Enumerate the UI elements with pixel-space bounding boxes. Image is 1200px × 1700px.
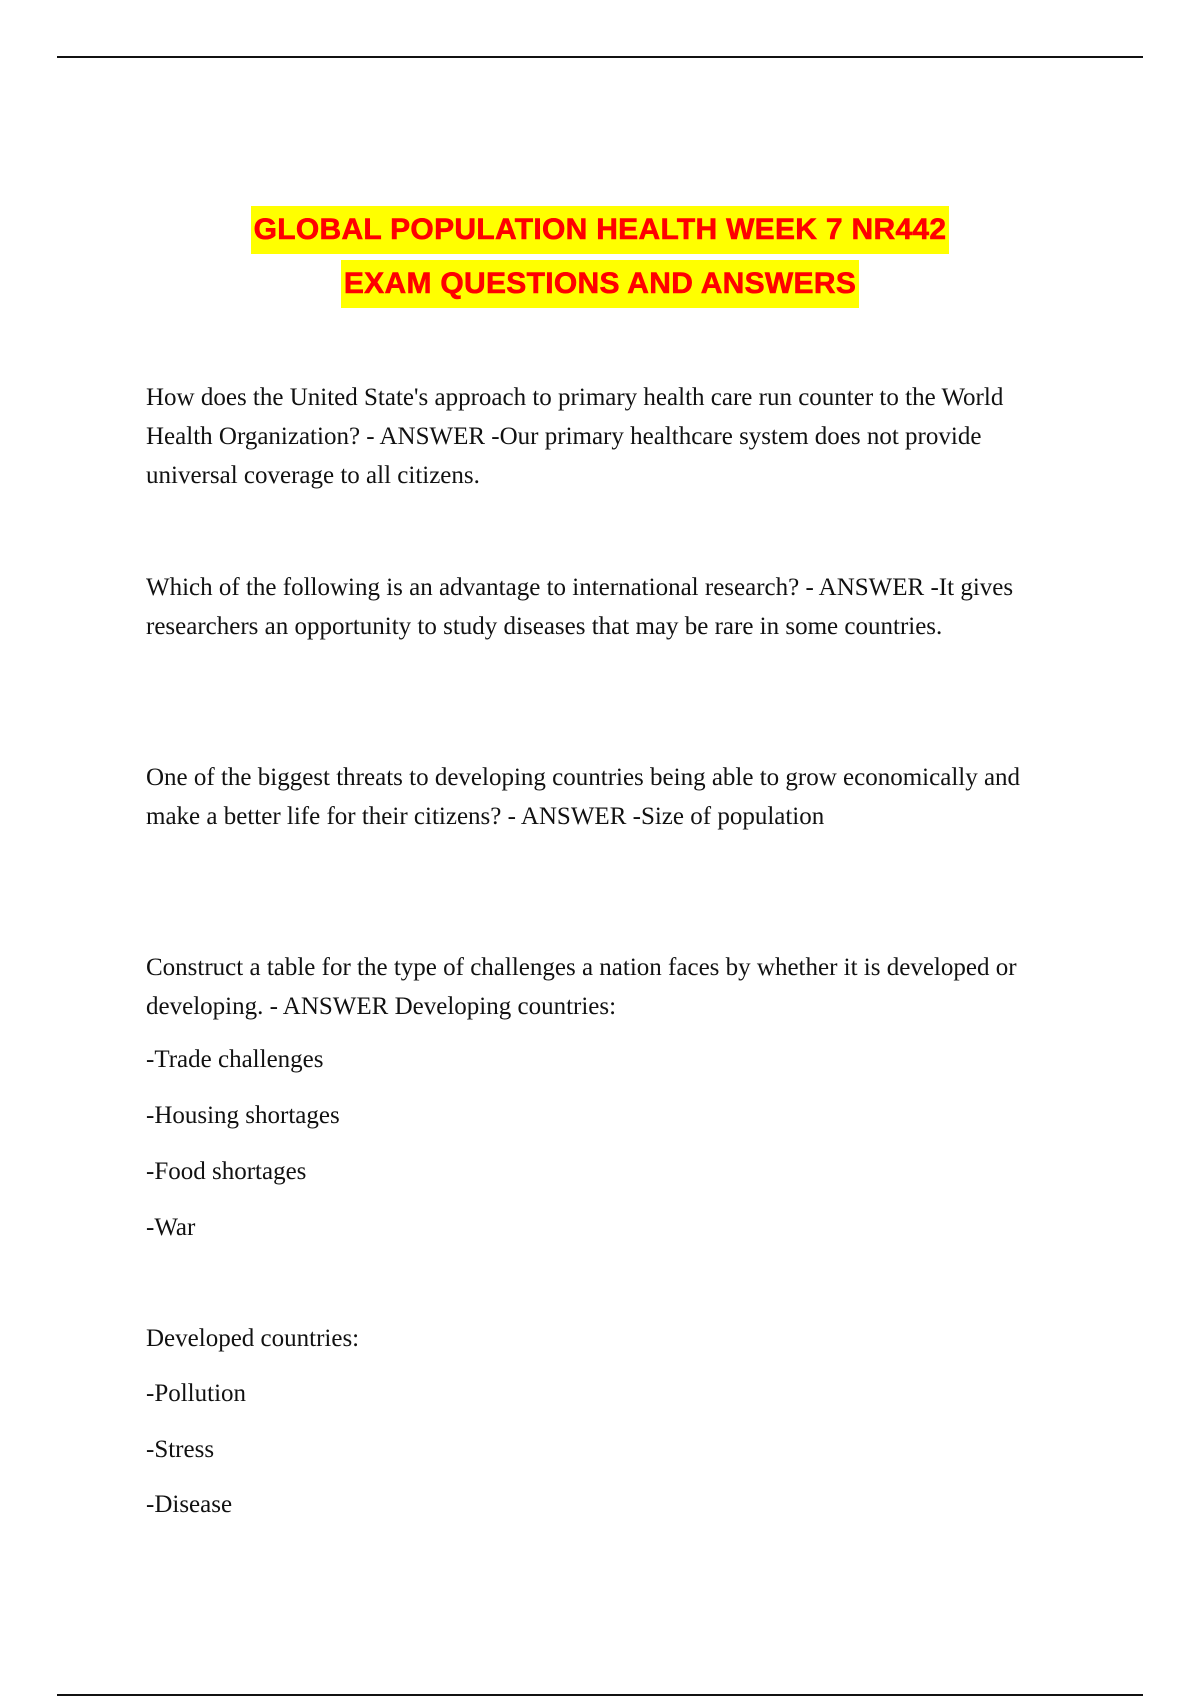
developing-item-4: -War — [146, 1214, 196, 1241]
top-rule — [57, 56, 1143, 58]
developed-item-3: -Disease — [146, 1491, 233, 1518]
title-line-2: EXAM QUESTIONS AND ANSWERS — [341, 260, 859, 308]
document-title — [0, 203, 1200, 311]
developing-item-2: -Housing shortages — [146, 1102, 340, 1129]
developing-item-3: -Food shortages — [146, 1158, 307, 1185]
bottom-rule — [57, 1694, 1143, 1696]
qa-paragraph-1: How does the United State's approach to primary health care run counter to the World Health Organization? - ANSWER -Our primary healthcare system does not provide universal coverage to all citizens. — [146, 384, 1004, 489]
title-line-1: GLOBAL POPULATION HEALTH WEEK 7 NR442 — [251, 206, 950, 254]
developing-item-1: -Trade challenges — [146, 1046, 324, 1073]
developed-item-1: -Pollution — [146, 1380, 247, 1407]
developed-heading: Developed countries: — [146, 1325, 360, 1352]
developed-item-2: -Stress — [146, 1436, 215, 1463]
qa-paragraph-3: One of the biggest threats to developing countries being able to grow economically and make a better life for their citizens? - ANSWER -Size of population — [146, 764, 1021, 830]
qa-paragraph-2: Which of the following is an advantage to international research? - ANSWER -It gives researchers an opportunity to study diseases that may be rare in some countries. — [146, 574, 1014, 640]
qa-paragraph-4: Construct a table for the type of challenges a nation faces by whether it is developed or developing. - ANSWER Developing countries: — [146, 954, 1017, 1020]
